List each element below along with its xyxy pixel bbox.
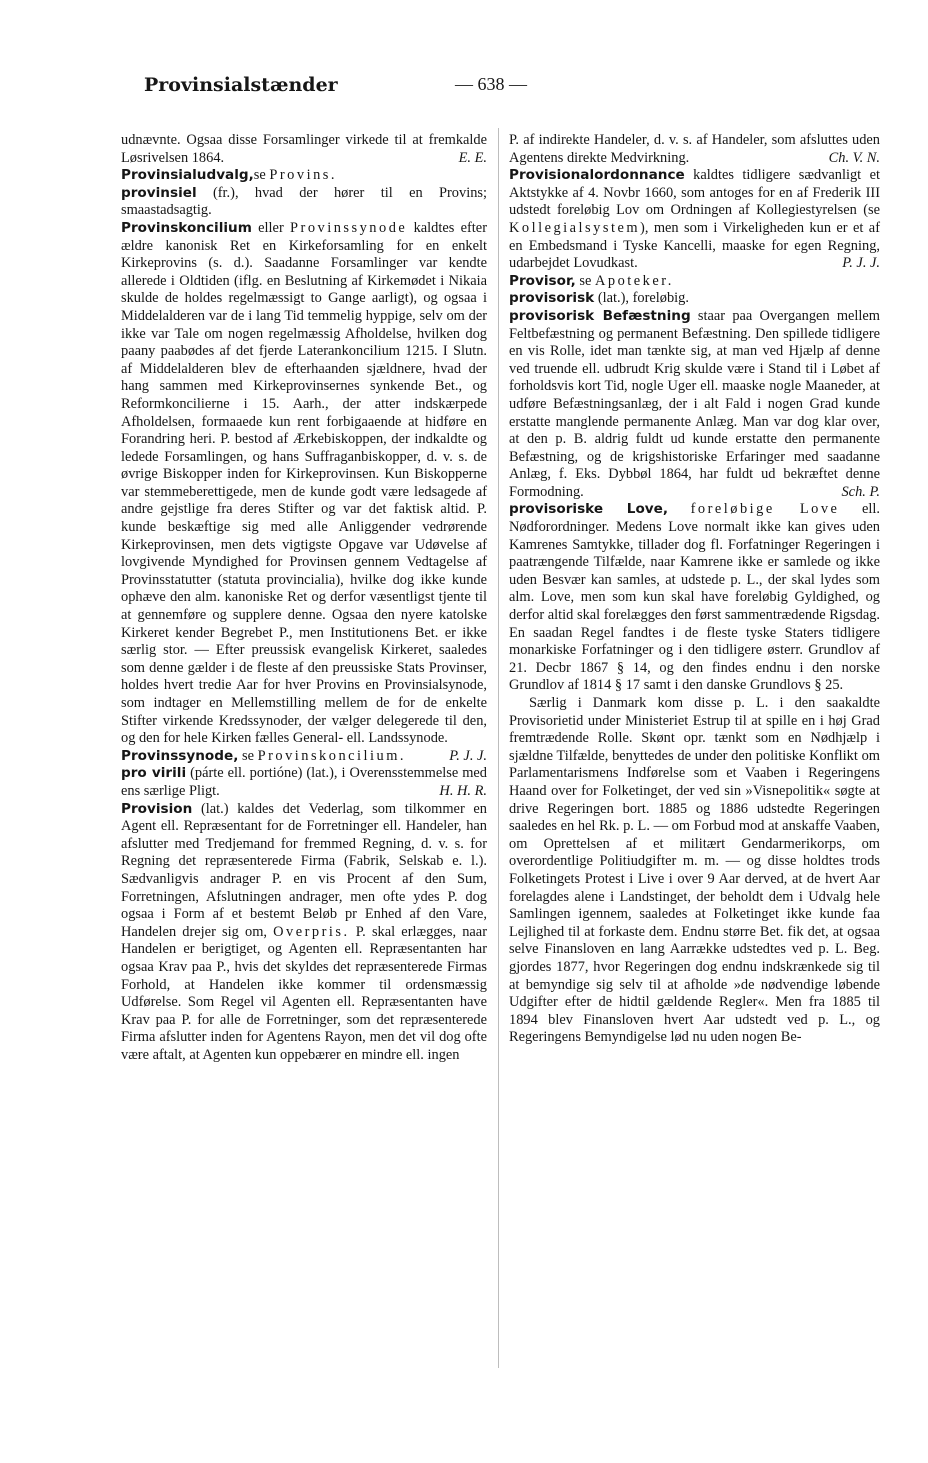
headword: provisoriske Love, [509,501,669,518]
author-signature: P. J. J. [842,255,880,272]
column-divider [498,128,499,1368]
entry [509,501,880,695]
entry-text: udnævnte. Ogsaa disse Forsamlinger virkede til at fremkalde Løsrivelsen 1864. [121,132,487,166]
page-header [144,74,871,100]
entry [121,132,487,167]
entry [121,167,487,185]
entry [509,308,880,502]
cross-reference: Provinssynode [290,219,408,236]
cross-reference: Apoteker. [595,272,674,289]
entry [509,132,880,167]
author-signature: P. J. J. [449,747,487,764]
cross-reference: Provins. [269,167,337,184]
entry-text: P. af indirekte Handeler, d. v. s. af Handeler, som afsluttes uden Agentens direkte Medvirkning. [509,132,880,166]
entry [509,290,880,308]
entry-text [668,501,691,517]
headword: Provisionalordonnance [509,167,685,184]
right-column [509,132,880,1047]
entry [121,801,487,1065]
headword: Provisor, [509,272,576,289]
entry-text: eller [251,219,291,236]
entry-text: (lat.) kaldes det Vederlag, som tilkommer en Agent ell. Repræsentant for de Forretninger ell. Handeler, han afslutter med Tredjemand for fremmed Regning, d. v. s. for Regning det repræsenterede Firma (Fabrik, Selskab e. l.). Sædvanligvis andrager P. en vis Procent af den Sum, Forretningen, Afslutningen andrager, men ofte ydes P. dog ogsaa i Form af et bestemt Beløb pr Enhed af den Vare, Handelen drejer sig om, [121,800,487,940]
author-signature: Ch. V. N. [828,149,880,166]
entry-text: kaldtes tidligere sædvanligt et Aktstykke af 4. Novbr 1660, som antoges for en af Frederik III udstedt foreløbig Lov om Ordningen af Kollegiestyrelsen (se [509,167,880,219]
cross-reference: Overpris. [273,923,350,940]
page-number: — 638 — [455,74,527,94]
entry [121,219,487,764]
headword: Provinsialudvalg, [121,167,254,184]
entry-text: se [575,272,596,289]
entry [121,748,487,766]
entry-text: P. skal erlægges, naar Handelen er berigtiget, og Agenten ell. Repræsentanten har ogsaa Krav paa P., hvis det skyldes det repræsenterede Firmas Forhold, at Handelen ikke kommer til ordensmæssig Udførelse. Som Regel vil Agenten ell. Repræsentanten have Krav paa P. for alle de Forretninger, som det repræsenterede Firma afslutter inden for Agentens Rayon, men det vil dog ofte være aftalt, at Agenten kun oppebærer en mindre ell. ingen [121,923,487,1063]
author-signature: H. H. R. [439,782,487,799]
entry-text: (párte ell. portióne) (lat.), i Overensstemmelse med ens særlige Pligt. [121,765,487,799]
entry-text: (fr.), hvad der hører til en Provins; smaastadsagtig. [121,184,487,219]
cross-reference: Provinskoncilium. [257,747,407,764]
headword: pro virili [121,765,187,782]
headword: Provision [121,800,193,817]
entry [121,185,487,220]
author-signature: E. E. [458,149,487,166]
entry [509,695,880,1047]
entry-text: staar paa Overgangen mellem Feltbefæstning og permanent Befæstning. Den spillede tidligere en vis Rolle, idet man tænkte sig, at man ved Hjælp af denne ved truende ell. udbrudt Krig skulde være i Stand til i Løbet af forholdsvis kort Tid, nogle Uger ell. maaske nogle Maaneder, at udføre Befæstningsanlæg, der i alt Fald i nogen Grad kunde erstatte manglende permanente Anlæg. Man var dog klar over, at den p. B. aldrig fuldt ud kunde erstatte den permanente Befæstning, og de krigshistoriske Erfaringer med saadanne Anlæg, f. Eks. Dybbøl 1864, har fuldt ud bekræftet denne Formodning. [509,307,880,500]
entry-text: (lat.), foreløbig. [594,290,689,307]
headword: provisorisk Befæstning [509,307,691,324]
author-signature: Sch. P. [841,483,880,500]
left-column [121,132,487,1064]
headword: provisorisk [509,290,595,307]
entry-text: ), men som i Virkeligheden kun er et af en Embedsmand i Tyske Kancelli, maaske for egen Regning, udarbejdet Lovudkast. [509,219,880,272]
entry-text: ell. Nødforordninger. Medens Love normalt ikke kan gives uden Kamrenes Samtykke, tillader dog fl. Forfatninger Regeringen i paatrængende Tilfælde, naar Kamrene ikke er samlede og ikke uden Besvær kan samles, at udstede p. L., der skal lydes som alm. Love, men som kun skal have foreløbig Gyldighed, og derfor altid skal forelægges den først sammentrædende Rigsdag. En saadan Regel fandtes i de fleste tyske Staters tidligere monarkiske Forfatninger og i den tidligere østerr. Grundlov af 21. Decbr 1867 § 14, og den findes endnu i den norske Grundlov af 1814 § 17 samt i den danske Grundlovs § 25. [509,501,880,694]
headword: Provinssynode, [121,747,239,764]
entry-text: Særlig i Danmark kom disse p. L. i den saakaldte Provisorietid under Ministeriet Estrup til at spille en i høj Grad fremtrædende Rolle. Skønt opr. tænkt som en Nødhjælp i sjældne Tilfælde, benyttedes de under den politiske Konflikt om Parlamentarismens Indførelse som et Vaaben i Regeringens Haand over for Folketinget, der ved sin »Visnepolitik« søgte at drive Regeringen bort. 1885 og 1886 udstedte Regeringen saaledes en hel Rk. p. L. — om Forbud mod at anskaffe Vaaben, om Oprettelsen af et militært Gendarmerikorps, om overordentlige Politiudgifter m. m. — og disse holdtes trods Folketingets Protest i Live i over 9 Aar derved, at de hvert Aar forelagdes alene i Landstinget, der beholdt dem i Udvalg hele Samlingen igennem, saaledes at Folketinget ikke kunde faa Lejlighed til at forkaste dem. Endnu større Bet. fik det, at ogsaa selve Finansloven en lang Aarrække udstedtes ved p. L. Beg. gjordes 1877, hvor Regeringen dog endnu indskrænkede sig til at bemyndige sig selv til at afholde »de nødvendige løbende Udgifter efter de hidtil gældende Regler«. Men fra 1885 til 1894 blev Finansloven hvert Aar udstedt ved p. L., og Regeringens Bemyndigelse lød nu uden nogen Be- [509,695,880,1046]
entry-text: se [253,167,270,184]
entry [509,167,880,273]
running-title: Provinsialstænder [144,74,338,96]
cross-reference: foreløbige Love [690,501,840,518]
entry [121,765,487,800]
cross-reference: Kollegialsystem [509,219,641,236]
entry-text: kaldtes efter ældre kanonisk Ret en Kirkeforsamling for en enkelt Kirkeprovins (s. d.). Saadanne Forsamlinger var kendte allerede i Oldtiden (iflg. en Beslutning af Kirkemødet i Nikaia skulde de holdes regelmæssigt to Gange aarligt), og ogsaa i Middelalderen var de i lang Tid temmelig hyppige, selv om der ikke var Tale om nogen regelmæssig Afholdelse, hvilken dog paany paabødes af det fjerde Laterankoncilium 1215. I Slutn. af Middelalderen blev de efterhaanden sjældnere, hvad der hang sammen med Kirkeprovinsernes synkende Bet., og Reformkoncilierne i 15. Aarh., der atter indskærpede Afholdelsen, formaaede kun rent forbigaaende at hidføre en Forandring heri. P. bestod af Ærkebiskoppen, der indkaldte og ledede Forsamlingen, og hans Suffraganbiskopper, d. v. s. de øvrige Biskopper inden for Kirkeprovinsen. Kun Biskopperne var stemmeberettigede, men de kunde godt være ledsagede af andre gejstlige fra deres Stifter og var det faktisk altid. P. kunde beskæftige sig med alle Anliggender vedrørende Kirkeprovinsen, men dets vigtigste Opgave var Udøvelse af lovgivende Myndighed for Provinsen gennem Vedtagelse af Provinsstatutter (statuta provincialia), hvilke dog ikke kunde ophæve den alm. kanoniske Ret og derfor væsentligst tjente til at gennemføre og supplere denne. Ogsaa den nyere katolske Kirkeret kender Begrebet P., men Institutionens Bet. er ikke særlig stor. — Efter preussisk evangelisk Kirkeret, saaledes som denne gælder i de fleste af den preussiske Stats Provinser, holdes hvert tredie Aar for hver Provins en Provinsialsynode, som indtager en Mellemstilling mellem de for de enkelte Stifter virkende Kredssynoder, der vælger delegerede til den, og den for hele Kirken fælles General- ell. Landssynode. [121,219,487,747]
headword: Provinskoncilium [121,219,252,236]
entry [509,273,880,291]
headword: provinsiel [121,184,197,201]
entry-text: se [238,747,258,764]
